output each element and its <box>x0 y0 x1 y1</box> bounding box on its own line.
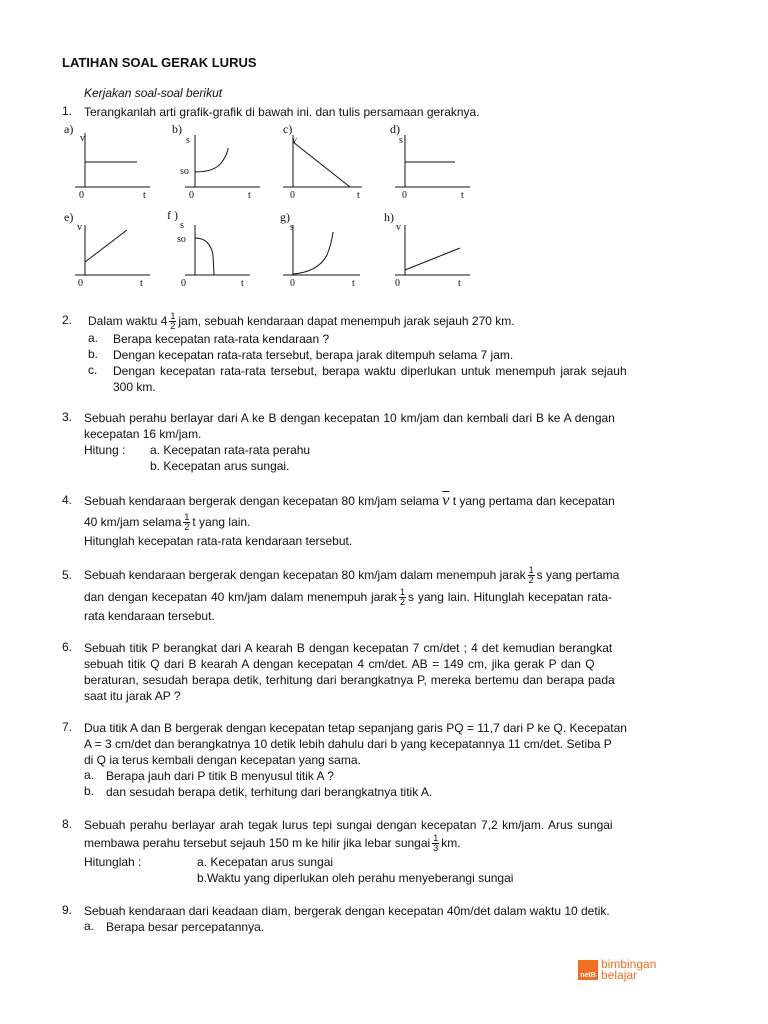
graph-b-yaxis: s <box>186 135 190 146</box>
logo-text <box>601 959 656 981</box>
graph-b-so: so <box>180 166 189 177</box>
page-title: LATIHAN SOAL GERAK LURUS <box>62 55 257 70</box>
q5-fraction-2 <box>399 588 406 607</box>
graph-g-label: g) <box>280 210 290 224</box>
q4-number: 4. <box>62 493 73 507</box>
graph-c-origin: 0 <box>290 190 295 201</box>
q2-fraction <box>169 312 176 331</box>
graph-h-origin: 0 <box>395 278 400 289</box>
q4-frac-num: 1 <box>184 512 190 523</box>
graph-e-label: e) <box>64 210 74 224</box>
q9-number: 9. <box>62 903 73 917</box>
q5-line2 <box>84 584 612 610</box>
q5-fraction-1 <box>528 566 535 585</box>
graph-f-yaxis: s <box>180 220 184 231</box>
q3-hitung: Hitung : <box>84 443 126 457</box>
graph-e-xaxis: t <box>140 278 143 289</box>
graph-b-xaxis: t <box>248 190 251 201</box>
graph-h-yaxis: v <box>396 222 401 233</box>
graph-a <box>75 133 150 187</box>
graph-c-label: c) <box>283 122 293 136</box>
graph-d-origin: 0 <box>402 190 407 201</box>
q2-c1: Dengan kecepatan rata-rata tersebut, berapa waktu diperlukan untuk menempuh jarak sejauh <box>113 364 627 378</box>
q2-c2: 300 km. <box>113 380 156 394</box>
q4-v-symbol: $\overline{v}$ <box>442 492 450 509</box>
q5-frac1-num: 1 <box>528 565 534 576</box>
q2-b: Dengan kecepatan rata-rata tersebut, berapa jarak ditempuh selama 7 jam. <box>113 348 514 362</box>
graph-g-origin: 0 <box>290 278 295 289</box>
q3-line1: Sebuah perahu berlayar dari A ke B dengan kecepatan 10 km/jam dan kembali dari B ke A dengan <box>84 411 615 425</box>
q9-a: Berapa besar percepatannya. <box>106 920 265 934</box>
graph-c-yaxis: v <box>292 135 297 146</box>
q2-c-label: c. <box>88 363 98 377</box>
q6-line2: sebuah titik Q dari B kearah A dengan kecepatan 4 cm/det. AB = 149 cm, jika gerak P dan Q <box>84 657 595 671</box>
q5-line3: rata kendaraan tersebut. <box>84 609 215 623</box>
graph-a-xaxis: t <box>143 190 146 201</box>
q3-b: b. Kecepatan arus sungai. <box>150 459 290 473</box>
q4-line3: Hitunglah kecepatan rata-rata kendaraan tersebut. <box>84 534 353 548</box>
graph-b <box>185 135 260 187</box>
q8-l2a: membawa perahu tersebut sejauh 150 m ke hilir jika lebar sungai <box>84 836 431 850</box>
q2-pre: Dalam waktu 4 <box>88 314 168 328</box>
q5-number: 5. <box>62 568 73 582</box>
q2-a: Berapa kecepatan rata-rata kendaraan ? <box>113 332 330 346</box>
q8-a: a. Kecepatan arus sungai <box>197 855 334 869</box>
q8-b: b.Waktu yang diperlukan oleh perahu menyeberangi sungai <box>197 871 514 885</box>
q1-text: Terangkanlah arti grafik-grafik di bawah ini. dan tulis persamaan geraknya. <box>84 105 480 119</box>
q7-number: 7. <box>62 720 73 734</box>
q4-fraction <box>183 513 190 532</box>
q4-l1a: Sebuah kendaraan bergerak dengan kecepatan 80 km/jam selama <box>84 494 439 508</box>
graph-g-xaxis: t <box>352 278 355 289</box>
q7-line1: Dua titik A dan B bergerak dengan kecepatan tetap sepanjang garis PQ = 11,7 dari P ke Q. Kecepatan <box>84 721 627 735</box>
q3-line2: kecepatan 16 km/jam. <box>84 427 202 441</box>
graph-h-label: h) <box>384 210 394 224</box>
netb-logo-box: netB <box>578 960 598 980</box>
q7-line3: di Q ia terus kembali dengan kecepatan yang sama. <box>84 753 361 767</box>
q5-l1a: Sebuah kendaraan bergerak dengan kecepatan 80 km/jam dalam menempuh jarak <box>84 568 526 582</box>
bimbingan-belajar-logo <box>578 959 656 981</box>
graph-e <box>75 225 150 275</box>
q8-l2b: km. <box>441 836 461 850</box>
q2-b-label: b. <box>88 347 99 361</box>
q9-a-label: a. <box>84 919 95 933</box>
q5-l2a: dan dengan kecepatan 40 km/jam dalam menempuh jarak <box>84 590 398 604</box>
graph-a-origin: 0 <box>79 190 84 201</box>
q8-frac-num: 1 <box>433 833 439 844</box>
graph-d-yaxis: s <box>399 135 403 146</box>
q4-frac-den: 2 <box>184 522 190 533</box>
q4-l2a: 40 km/jam selama <box>84 515 182 529</box>
q5-l2b: s yang lain. Hitunglah kecepatan rata- <box>408 590 613 604</box>
q4-l1b: t yang pertama dan kecepatan <box>452 494 615 508</box>
q5-frac1-den: 2 <box>528 575 534 586</box>
q2-post: jam, sebuah kendaraan dapat menempuh jarak sejauh 270 km. <box>178 314 515 328</box>
q7-b: dan sesudah berapa detik, terhitung dari berangkatnya titik A. <box>106 785 433 799</box>
q6-line4: saat itu jarak AP ? <box>84 689 181 703</box>
graph-a-yaxis: v <box>80 133 85 144</box>
graph-f-so: so <box>177 234 186 245</box>
q6-line1: Sebuah titik P berangkat dari A kearah B dengan kecepatan 7 cm/det ; 4 det kemudian berangkat <box>84 641 613 655</box>
graph-e-yaxis: v <box>77 222 82 233</box>
q8-fraction <box>432 834 439 853</box>
graph-g <box>283 225 360 275</box>
q4-line2 <box>84 509 250 535</box>
graph-f-origin: 0 <box>181 278 186 289</box>
q8-number: 8. <box>62 817 73 831</box>
q7-a: Berapa jauh dari P titik B menyusul titik A ? <box>106 769 334 783</box>
graph-h <box>395 225 470 275</box>
q2-number: 2. <box>62 313 73 327</box>
graph-h-xaxis: t <box>458 278 461 289</box>
q2-frac-num: 1 <box>170 311 176 322</box>
graph-f-xaxis: t <box>241 278 244 289</box>
graph-d <box>395 135 470 187</box>
q5-frac2-num: 1 <box>400 587 406 598</box>
q2-a-label: a. <box>88 331 99 345</box>
graph-g-yaxis: s <box>290 222 294 233</box>
q3-a: a. Kecepatan rata-rata perahu <box>150 443 311 457</box>
graph-d-xaxis: t <box>461 190 464 201</box>
q1-number: 1. <box>62 104 73 118</box>
q8-hitung: Hitunglah : <box>84 855 142 869</box>
q8-line1: Sebuah perahu berlayar arah tegak lurus tepi sungai dengan kecepatan 7,2 km/jam. Arus sungai <box>84 818 613 832</box>
q7-a-label: a. <box>84 768 95 782</box>
graph-b-origin: 0 <box>189 190 194 201</box>
q6-line3: beraturan, sesudah berapa detik, terhitung dari berangkatnya P, mereka bertemu dan berapa pada <box>84 673 615 687</box>
q8-frac-den: 3 <box>433 843 439 854</box>
q2-frac-den: 2 <box>170 321 176 332</box>
graph-f-label: f ) <box>167 208 178 222</box>
q7-b-label: b. <box>84 784 95 798</box>
q5-frac2-den: 2 <box>400 597 406 608</box>
graph-e-origin: 0 <box>78 278 83 289</box>
q5-l1b: s yang pertama <box>536 568 620 582</box>
graph-d-label: d) <box>390 122 400 136</box>
graph-f <box>185 225 250 275</box>
q7-line2: A = 3 cm/det dan berangkatnya 10 detik lebih dahulu dari b yang kecepatannya 11 cm/det. Setiba P <box>84 737 612 751</box>
instruction-subtitle: Kerjakan soal-soal berikut <box>84 86 223 100</box>
logo-line1: bimbingan <box>601 957 657 971</box>
q9-line1: Sebuah kendaraan dari keadaan diam, bergerak dengan kecepatan 40m/det dalam waktu 10 detik. <box>84 904 610 918</box>
q4-l2b: t yang lain. <box>192 515 251 529</box>
graph-b-label: b) <box>172 122 182 136</box>
q8-line2 <box>84 830 461 856</box>
graph-c-xaxis: t <box>357 190 360 201</box>
logo-line2: belajar <box>601 968 638 982</box>
graph-a-label: a) <box>64 122 74 136</box>
q6-number: 6. <box>62 640 73 654</box>
q3-number: 3. <box>62 410 73 424</box>
q1-graphs <box>0 0 768 300</box>
